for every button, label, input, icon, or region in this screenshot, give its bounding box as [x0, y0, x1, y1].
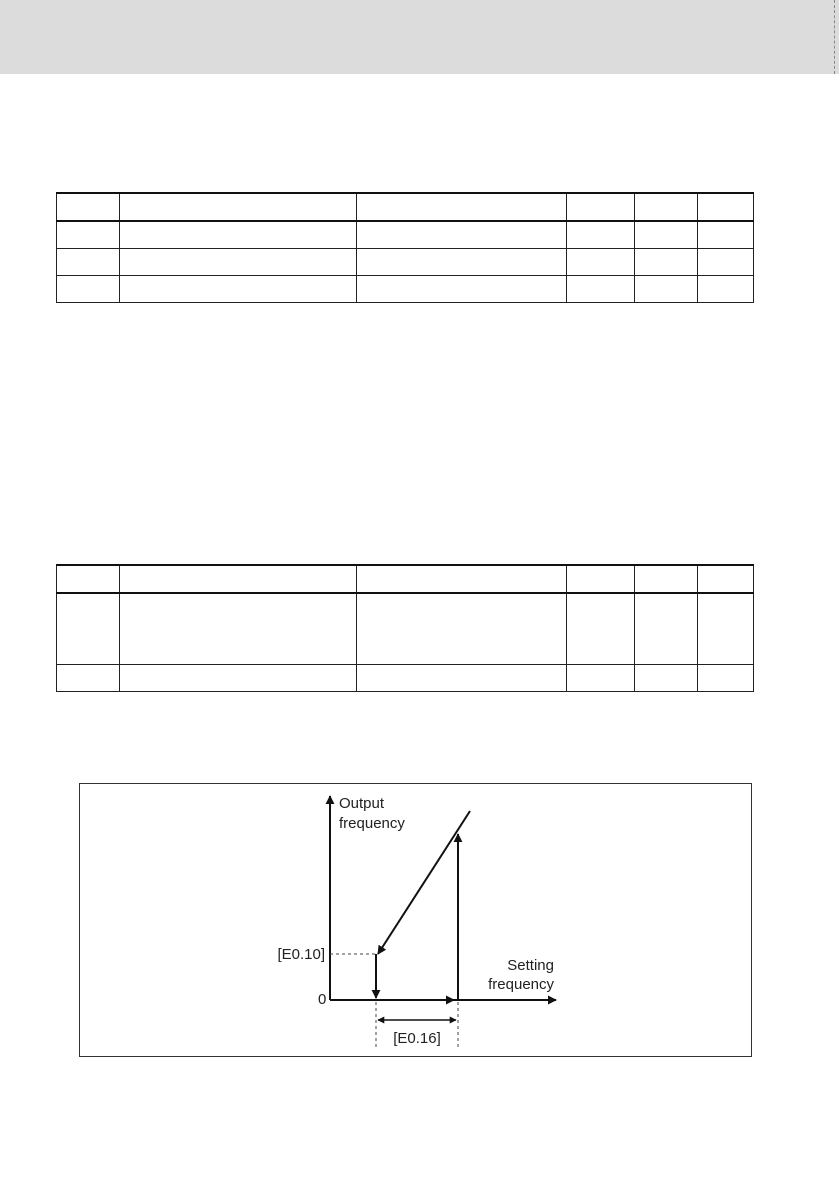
origin-label: 0 [318, 991, 327, 1008]
table-cell [566, 249, 634, 276]
table-cell [566, 221, 634, 249]
table-row [57, 221, 754, 249]
header-cell [357, 193, 566, 221]
table-cell [57, 249, 120, 276]
table-cell [697, 276, 753, 303]
table-cell [57, 665, 120, 692]
table-cell [57, 276, 120, 303]
table-cell [566, 276, 634, 303]
table-cell [57, 593, 120, 665]
table-cell [357, 221, 566, 249]
header-cell [357, 565, 566, 593]
table-row [57, 665, 754, 692]
parameter-table-1 [56, 192, 754, 303]
header-cell [120, 565, 357, 593]
table-cell [634, 665, 697, 692]
width-marker-label: [E0.16] [393, 1030, 441, 1047]
parameter-table-2 [56, 564, 754, 692]
table-cell [697, 665, 753, 692]
table-cell [634, 249, 697, 276]
table-cell [120, 593, 357, 665]
header-cell [697, 565, 753, 593]
table-row [57, 249, 754, 276]
table-cell [57, 221, 120, 249]
table-cell [357, 249, 566, 276]
header-cell [697, 193, 753, 221]
table-cell [566, 593, 634, 665]
table-cell [120, 665, 357, 692]
header-cell [566, 193, 634, 221]
diagram-svg [80, 784, 751, 1056]
table-cell [357, 276, 566, 303]
table-row [57, 593, 754, 665]
header-cell [634, 193, 697, 221]
x-axis-label-line2: frequency [488, 976, 554, 993]
table-cell [120, 249, 357, 276]
header-cell [57, 193, 120, 221]
table-cell [120, 276, 357, 303]
level-marker-label: [E0.10] [277, 946, 325, 963]
y-axis-label-line1: Output [339, 795, 385, 812]
table-cell [566, 665, 634, 692]
x-axis-label-line1: Setting [507, 957, 554, 974]
frequency-jump-diagram [79, 783, 752, 1057]
header-cell [634, 565, 697, 593]
table-cell [697, 593, 753, 665]
table-cell [634, 276, 697, 303]
output-ramp-line [378, 811, 470, 954]
header-cell [566, 565, 634, 593]
table-cell [634, 221, 697, 249]
table-header-row [57, 565, 754, 593]
table-cell [697, 221, 753, 249]
header-cell [120, 193, 357, 221]
table-cell [357, 665, 566, 692]
table-cell [697, 249, 753, 276]
table-cell [120, 221, 357, 249]
header-cell [57, 565, 120, 593]
table-row [57, 276, 754, 303]
table-cell [634, 593, 697, 665]
page-header-band [0, 0, 839, 74]
table-header-row [57, 193, 754, 221]
trim-line [834, 0, 836, 74]
y-axis-label-line2: frequency [339, 815, 405, 832]
table-cell [357, 593, 566, 665]
